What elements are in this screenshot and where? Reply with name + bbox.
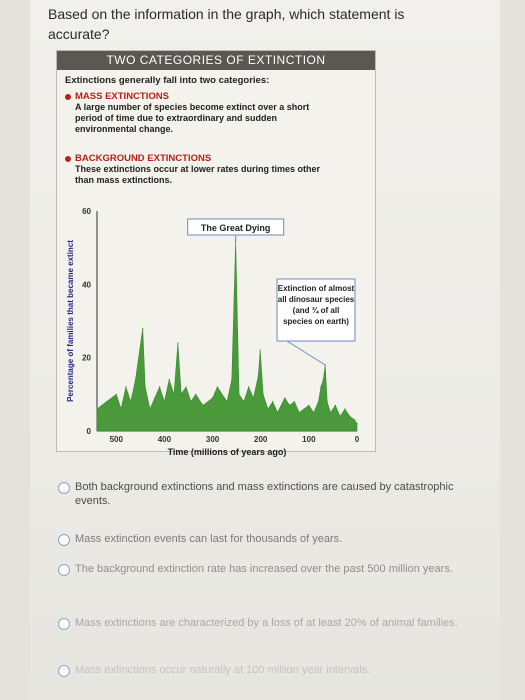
data-point <box>284 397 285 398</box>
data-point <box>277 412 278 413</box>
answer-text: Mass extinction events can last for thousands of years. <box>75 533 343 545</box>
category-background <box>65 153 365 186</box>
data-point <box>263 394 264 395</box>
data-point <box>344 408 345 409</box>
answer-text: Both background extinctions and mass extinctions are caused by catastrophic events. <box>75 481 454 507</box>
bullet-icon <box>65 156 71 162</box>
data-point <box>159 386 160 387</box>
y-axis-label: Percentage of families that became extinct <box>66 240 75 402</box>
data-point <box>313 412 314 413</box>
data-point <box>323 379 324 380</box>
y-tick-label: 0 <box>86 427 91 436</box>
x-tick-label: 500 <box>109 435 123 444</box>
data-point <box>289 405 290 406</box>
answer-option-5[interactable] <box>58 663 370 677</box>
y-tick-label: 60 <box>82 207 91 216</box>
radio-button[interactable] <box>58 482 70 494</box>
x-tick-label: 100 <box>302 435 316 444</box>
answer-text: Mass extinctions occur naturally at 100 million year intervals. <box>75 664 371 676</box>
figure-title: TWO CATEGORIES OF EXTINCTION <box>57 51 375 70</box>
question-text: Based on the information in the graph, which statement is accurate? <box>48 6 405 42</box>
category-name: MASS EXTINCTIONS <box>75 91 169 102</box>
data-point <box>356 423 357 424</box>
data-point <box>231 379 232 380</box>
answer-option-3[interactable] <box>58 562 453 576</box>
data-point <box>335 405 336 406</box>
data-point <box>238 394 239 395</box>
annotation-line <box>287 341 325 365</box>
data-point <box>318 401 319 402</box>
data-point <box>226 401 227 402</box>
radio-button[interactable] <box>58 665 70 677</box>
data-point <box>248 386 249 387</box>
data-point <box>181 394 182 395</box>
data-point <box>169 379 170 380</box>
data-point <box>125 386 126 387</box>
answer-text: Mass extinctions are characterized by a loss of at least 20% of animal families. <box>75 617 458 629</box>
data-point <box>142 328 143 329</box>
data-point <box>260 350 261 351</box>
answer-option-2[interactable] <box>58 532 342 546</box>
data-point <box>320 386 321 387</box>
extinction-chart <box>57 191 375 457</box>
annotation-dinosaurs: Extinction of almost all dinosaur species (and ¾ of all species on earth) <box>277 284 355 326</box>
data-point <box>308 405 309 406</box>
y-tick-label: 40 <box>82 280 91 290</box>
data-point <box>243 401 244 402</box>
data-point <box>149 408 150 409</box>
category-description: These extinctions occur at lower rates during times other than mass extinctions. <box>75 164 321 185</box>
x-tick-label: 200 <box>254 435 268 444</box>
data-point <box>130 401 131 402</box>
data-point <box>116 394 117 395</box>
data-point <box>330 412 331 413</box>
data-point <box>253 397 254 398</box>
x-axis-label: Time (millions of years ago) <box>167 447 287 457</box>
data-point <box>154 397 155 398</box>
radio-button[interactable] <box>58 564 70 576</box>
answer-text: The background extinction rate has increased over the past 500 million years. <box>75 563 453 575</box>
data-point <box>202 405 203 406</box>
answer-option-4[interactable] <box>58 616 458 630</box>
data-point <box>272 401 273 402</box>
data-point <box>145 386 146 387</box>
x-tick-label: 0 <box>354 435 360 444</box>
data-point <box>195 394 196 395</box>
data-point <box>303 408 304 409</box>
data-point <box>120 408 121 409</box>
data-point <box>212 397 213 398</box>
extinction-figure <box>56 50 376 457</box>
y-tick-label: 20 <box>82 353 91 363</box>
data-point <box>106 401 107 402</box>
data-point <box>349 416 350 417</box>
radio-button[interactable] <box>58 534 70 546</box>
answer-option-1[interactable] <box>58 480 458 508</box>
data-point <box>217 386 218 387</box>
data-point <box>258 375 259 376</box>
bullet-icon <box>65 94 71 100</box>
data-point <box>173 394 174 395</box>
data-point <box>294 401 295 402</box>
data-point <box>177 342 178 343</box>
data-point <box>135 379 136 380</box>
data-point <box>185 386 186 387</box>
radio-button[interactable] <box>58 618 70 630</box>
category-description: A large number of species become extinct over a short period of time due to extraordinary and sudden environmental change. <box>75 102 310 134</box>
x-tick-label: 300 <box>205 435 220 444</box>
data-point <box>96 408 97 409</box>
figure-intro: Extinctions generally fall into two categories: <box>65 75 270 86</box>
data-point <box>340 416 341 417</box>
data-point <box>190 401 191 402</box>
annotation-great-dying: The Great Dying <box>200 223 271 233</box>
data-point <box>327 401 328 402</box>
data-point <box>267 408 268 409</box>
data-point <box>299 412 300 413</box>
category-name: BACKGROUND EXTINCTIONS <box>75 153 212 164</box>
category-mass <box>65 91 365 135</box>
data-point <box>164 401 165 402</box>
data-point <box>354 419 355 420</box>
x-tick-label: 400 <box>157 435 172 444</box>
